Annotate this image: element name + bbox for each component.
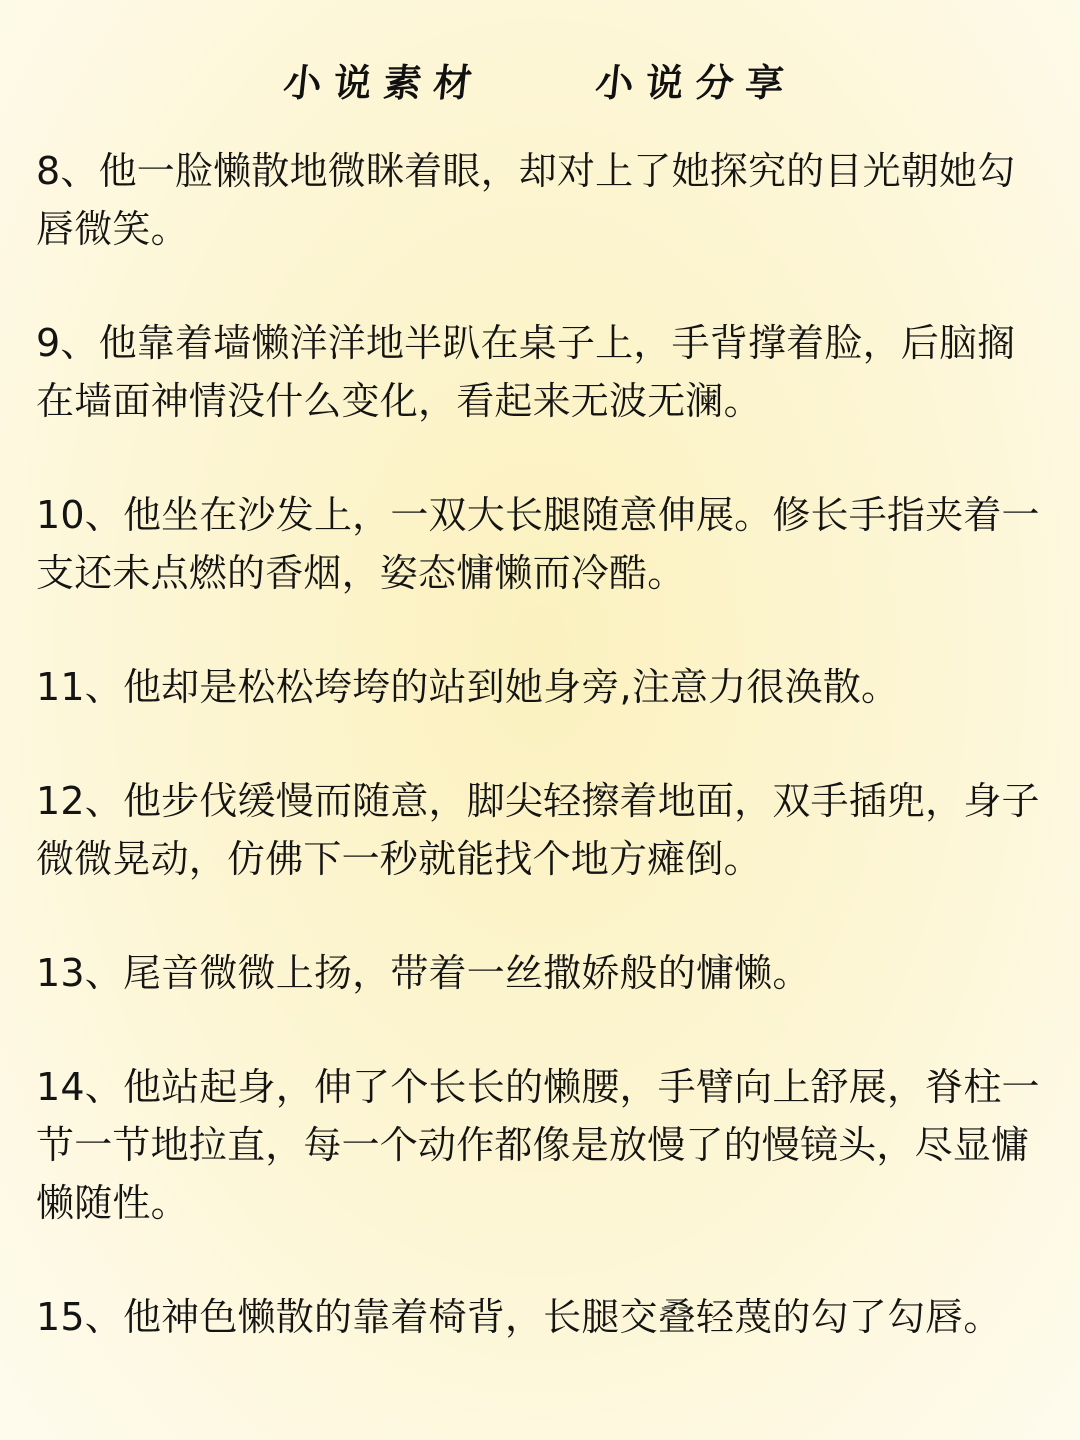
entry-13: 13、尾音微微上扬，带着一丝撒娇般的慵懒。 bbox=[36, 951, 811, 995]
entry-15: 15、他神色懒散的靠着椅背，长腿交叠轻蔑的勾了勾唇。 bbox=[36, 1295, 1002, 1339]
header-title-left: 小说素材 bbox=[281, 60, 487, 105]
header-title-right: 小说分享 bbox=[593, 60, 799, 105]
page-header bbox=[0, 52, 1080, 107]
entry-11: 11、他却是松松垮垮的站到她身旁,注意力很涣散。 bbox=[36, 665, 900, 709]
entry-8: 8、他一脸懒散地微眯着眼，却对上了她探究的目光朝她勾唇微笑。 bbox=[36, 149, 1016, 251]
entry-list bbox=[36, 142, 1046, 1402]
entry-12: 12、他步伐缓慢而随意，脚尖轻擦着地面，双手插兜，身子微微晃动，仿佛下一秒就能找个地方瘫倒。 bbox=[36, 779, 1040, 881]
entry-14: 14、他站起身，伸了个长长的懒腰，手臂向上舒展，脊柱一节一节地拉直，每一个动作都像是放慢了的慢镜头，尽显慵懒随性。 bbox=[36, 1065, 1040, 1225]
entry-9: 9、他靠着墙懒洋洋地半趴在桌子上，手背撑着脸，后脑搁在墙面神情没什么变化，看起来无波无澜。 bbox=[36, 321, 1016, 423]
entry-10: 10、他坐在沙发上，一双大长腿随意伸展。修长手指夹着一支还未点燃的香烟，姿态慵懒而冷酷。 bbox=[36, 493, 1040, 595]
